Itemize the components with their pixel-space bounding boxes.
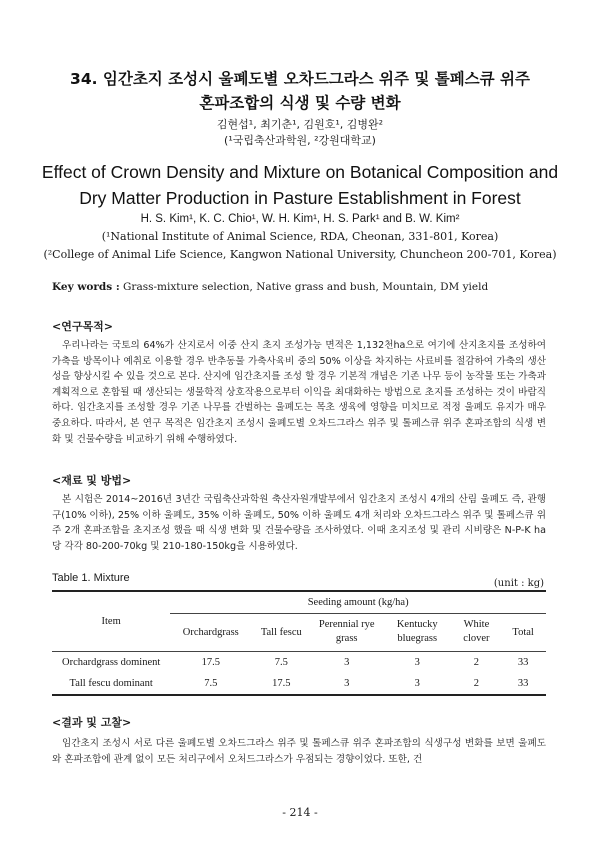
table-header-col: Orchardgrass <box>182 626 239 638</box>
purpose-paragraph <box>52 338 546 447</box>
table-cell: 3 <box>382 651 453 673</box>
table-cell: 33 <box>500 651 546 673</box>
section-heading-purpose: <연구목적> <box>52 320 113 333</box>
table-cell: 17.5 <box>170 651 251 673</box>
table-cell: 7.5 <box>251 651 311 673</box>
affiliation-korean: (¹국립축산과학원, ²강원대학교) <box>224 134 376 147</box>
purpose-text: 우리나라는 국토의 64%가 산지로서 이중 산지 초지 조성가능 면적은 1,132천ha으로 여기에 산지초지를 조성하여 가축을 방목이나 예취로 이용할 경우 반추동물 가축사육비 중의 50% 이상을 차지하는 사료비를 절감하여 가축의 생산성을 향상시킬 수 있을 것으로 본다. 산지에 임간초지를 조성 할 경우 기본적 개념은 기존 나무 등이 농작물 또는 가축과 계획적으로 혼합될 때 생산되는 생물학적 상호작용으로부터 이익을 최대화하는 방법으로 초지를 조성하는 것이 바람직하다. 임간초지를 조성할 경우 기존 나무를 간벌하는 울폐도는 목초 생육에 영향을 미치므로 적정 울폐도 유지가 매우 중요하다. 따라서, 본 연구 목적은 임간초지 조성시 울폐도별 오차드그라스 위주 및 톨페스큐 위주 혼파조합의 식생 변화 및 건물수량을 비교하기 위해 수행하였다. <box>52 340 546 445</box>
title-english-line1: Effect of Crown Density and Mixture on Botanical Composition and <box>41 162 559 182</box>
table-cell: 3 <box>382 673 453 695</box>
title-english-line2: Dry Matter Production in Pasture Establishment in Forest <box>79 188 521 208</box>
table-row <box>52 651 546 673</box>
results-text: 임간초지 조성시 서로 다른 울폐도별 오차드그라스 위주 및 톨페스큐 위주 혼파조합의 식생구성 변화를 보면 울폐도와 혼파조합에 관계 없이 모든 처리구에서 오처드그라스가 우점되는 경향이었다. 또한, 건 <box>52 738 546 765</box>
keywords <box>52 280 552 294</box>
table-cell: 3 <box>311 651 382 673</box>
table-header-group: Seeding amount (kg/ha) <box>170 591 546 613</box>
table-header-col: Perennial rye grass <box>318 619 375 644</box>
table-cell: 33 <box>500 673 546 695</box>
section-heading-results: <결과 및 고찰> <box>52 716 132 729</box>
results-paragraph <box>52 736 546 767</box>
keywords-label: Key words : <box>52 281 120 293</box>
table-header-col: Tall fescu <box>260 626 302 638</box>
methods-text: 본 시험은 2014~2016년 3년간 국립축산과학원 축산자원개발부에서 임간초지 조성시 4개의 산림 울폐도 즉, 관행구(10% 이하), 25% 이하 울폐도, 35% 이하 울폐도, 50% 이하 울폐도 4개 처리와 오차드그라스 위주 및 톨페스큐 위주 2개 혼파조합을 초지조성 했을 때 식생 변화 및 건물수량을 조사하였다. 이때 초지조성 및 관리 시비량은 N-P-K ha당 각각 80-200-70kg 및 210-180-150kg을 시용하였다. <box>52 494 546 552</box>
authors-korean: 김현섭¹, 최기춘¹, 김원호¹, 김병완² <box>216 118 384 131</box>
table-cell: 2 <box>453 651 501 673</box>
keywords-text: Grass-mixture selection, Native grass and bush, Mountain, DM yield <box>123 281 489 293</box>
table-cell: 3 <box>311 673 382 695</box>
table-cell: 7.5 <box>170 673 251 695</box>
section-heading-methods: <재료 및 방법> <box>52 474 132 487</box>
title-korean-line1: 34. 임간초지 조성시 울폐도별 오차드그라스 위주 및 톨페스큐 위주 <box>70 70 530 88</box>
authors-english: H. S. Kim¹, K. C. Chio¹, W. H. Kim¹, H. S. Park¹ and B. W. Kim² <box>140 213 460 225</box>
affiliation-english-2: (²College of Animal Life Science, Kangwon National University, Chuncheon 200-701, Korea) <box>43 248 557 261</box>
table-header-col: White clover <box>463 619 490 644</box>
table-row-label: Tall fescu dominant <box>52 673 170 695</box>
title-korean-line2: 혼파조합의 식생 및 수량 변화 <box>199 94 401 112</box>
mixture-table <box>52 590 546 696</box>
table-cell: 2 <box>453 673 501 695</box>
affiliation-english-1: (¹National Institute of Animal Science, RDA, Cheonan, 331-801, Korea) <box>101 230 499 243</box>
table-header-col: Kentucky bluegrass <box>396 619 438 644</box>
table-row-label: Orchardgrass dominent <box>52 651 170 673</box>
table-header-item: Item <box>52 591 170 651</box>
table-header-col: Total <box>512 626 534 638</box>
page-number: - 214 - <box>282 806 318 819</box>
table-caption: Table 1. Mixture <box>52 572 130 584</box>
table-cell: 17.5 <box>251 673 311 695</box>
methods-paragraph <box>52 492 546 554</box>
table-row <box>52 673 546 695</box>
table-unit: (unit : kg) <box>493 578 544 589</box>
